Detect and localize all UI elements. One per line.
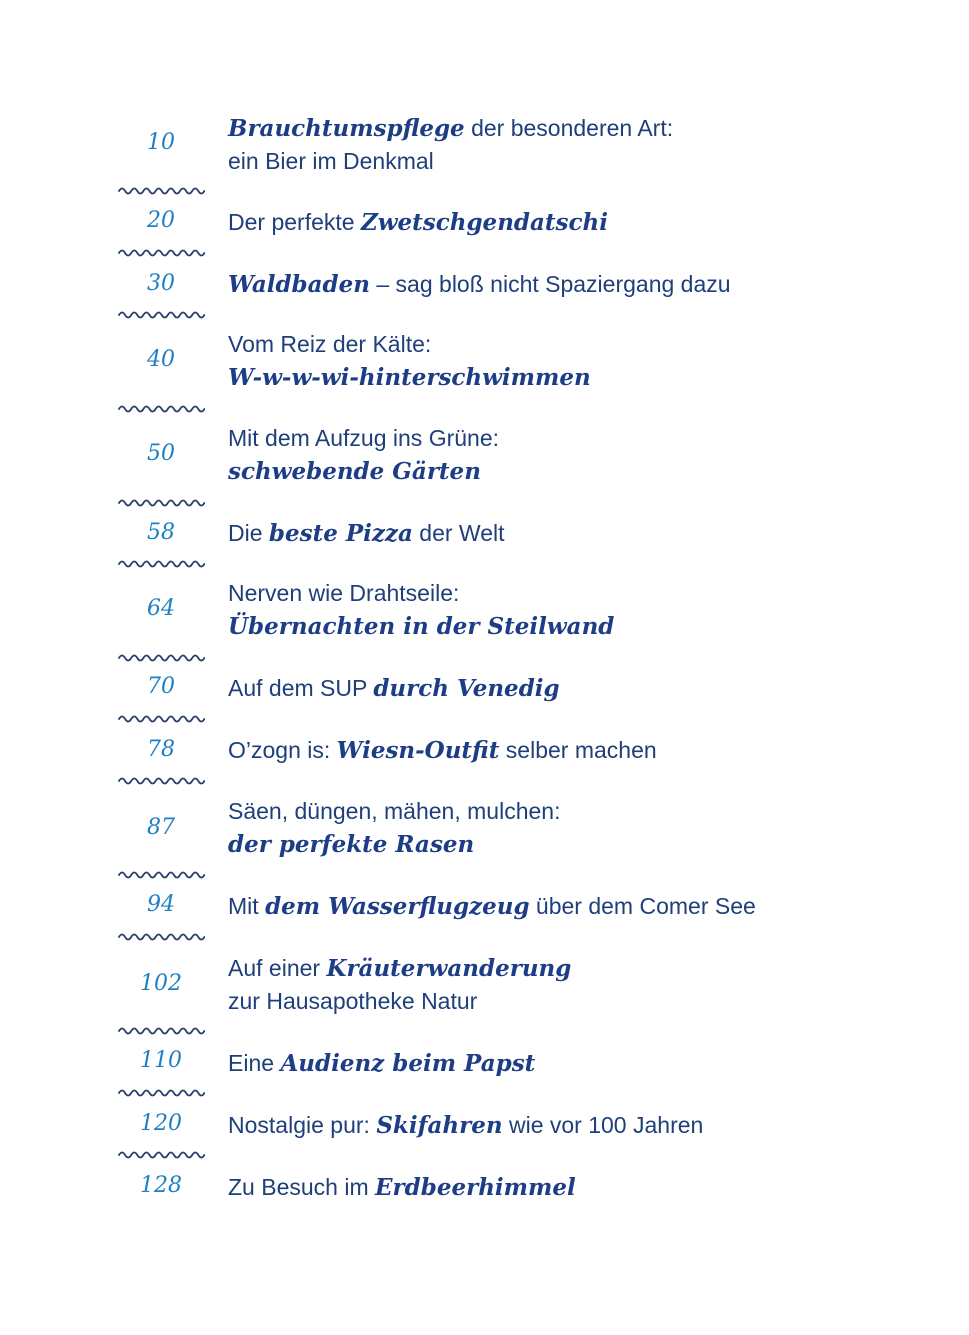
- entry-title[interactable]: [228, 672, 560, 705]
- plain-text: Säen, düngen, mähen, mulchen:: [228, 798, 561, 824]
- script-highlight: dem Wasserflugzeug: [265, 893, 530, 920]
- plain-text: Nostalgie pur:: [228, 1112, 377, 1138]
- wave-divider-icon: [118, 775, 205, 787]
- page-number: 94: [147, 892, 175, 917]
- plain-text: Nerven wie Drahtseile:: [228, 580, 460, 606]
- wave-divider-icon: [118, 185, 205, 197]
- entry-title-line: [228, 268, 731, 301]
- entry-title[interactable]: [228, 268, 731, 301]
- entry-title-line: [228, 455, 499, 488]
- page-number: 20: [147, 208, 175, 233]
- plain-text: ein Bier im Denkmal: [228, 148, 434, 174]
- page-number: 110: [140, 1048, 182, 1073]
- script-highlight: Zwetschgendatschi: [360, 209, 608, 236]
- entry-title-line: [228, 1047, 535, 1080]
- entry-title[interactable]: [228, 890, 756, 923]
- entry-title[interactable]: [228, 1109, 703, 1142]
- plain-text: Vom Reiz der Kälte:: [228, 331, 432, 357]
- entry-title[interactable]: [228, 328, 591, 394]
- script-highlight: beste Pizza: [268, 520, 413, 547]
- wave-divider-icon: [118, 558, 205, 570]
- page-number: 78: [147, 737, 175, 762]
- entry-title[interactable]: [228, 734, 657, 767]
- entry-title-line: [228, 422, 499, 455]
- page-number: 30: [147, 271, 175, 296]
- script-highlight: Brauchtumspflege: [228, 115, 465, 142]
- plain-text: Mit: [228, 893, 266, 919]
- entry-title-line: [228, 112, 673, 145]
- plain-text: Eine: [228, 1050, 281, 1076]
- entry-title[interactable]: [228, 1171, 576, 1204]
- script-highlight: der perfekte Rasen: [228, 831, 475, 858]
- entry-title-line: [228, 577, 614, 610]
- entry-title-line: [228, 1109, 703, 1142]
- script-highlight: Kräuterwanderung: [326, 955, 572, 982]
- script-highlight: schwebende Gärten: [228, 458, 481, 485]
- script-highlight: Wiesn-Outfit: [336, 737, 500, 764]
- wave-divider-icon: [118, 652, 205, 664]
- wave-divider-icon: [118, 1087, 205, 1099]
- entry-title-line: [228, 610, 614, 643]
- plain-text: Mit dem Aufzug ins Grüne:: [228, 425, 500, 451]
- entry-title[interactable]: [228, 112, 673, 178]
- page-number: 120: [140, 1111, 182, 1136]
- wave-divider-icon: [118, 1149, 205, 1161]
- entry-title[interactable]: [228, 1047, 535, 1080]
- plain-text: Auf dem SUP: [228, 675, 374, 701]
- entry-title-line: [228, 734, 657, 767]
- page-number: 58: [147, 520, 175, 545]
- entry-title-line: [228, 672, 560, 705]
- plain-text: Auf einer: [228, 955, 327, 981]
- wave-divider-icon: [118, 309, 205, 321]
- plain-text: – sag bloß nicht Spaziergang dazu: [369, 271, 731, 297]
- entry-title-line: [228, 328, 591, 361]
- entry-title[interactable]: [228, 952, 571, 1018]
- script-highlight: Audienz beim Papst: [280, 1050, 536, 1077]
- plain-text: über dem Comer See: [529, 893, 756, 919]
- script-highlight: Skifahren: [376, 1112, 503, 1139]
- page-number: 87: [147, 815, 175, 840]
- wave-divider-icon: [118, 931, 205, 943]
- plain-text: O’zogn is:: [228, 737, 337, 763]
- entry-title-line: [228, 1171, 576, 1204]
- plain-text: der besonderen Art:: [464, 115, 674, 141]
- page-number: 70: [147, 674, 175, 699]
- script-highlight: durch Venedig: [373, 675, 560, 702]
- entry-title-line: [228, 890, 756, 923]
- plain-text: Zu Besuch im: [228, 1174, 375, 1200]
- wave-divider-icon: [118, 403, 205, 415]
- plain-text: der Welt: [412, 520, 505, 546]
- entry-title-line: [228, 828, 560, 861]
- entry-title-line: [228, 517, 505, 550]
- wave-divider-icon: [118, 247, 205, 259]
- page-number: 128: [140, 1173, 182, 1198]
- script-highlight: Übernachten in der Steilwand: [228, 613, 615, 640]
- entry-title[interactable]: [228, 577, 614, 643]
- plain-text: selber machen: [499, 737, 657, 763]
- entry-title-line: [228, 795, 560, 828]
- script-highlight: W-w-w-wi-hinterschwimmen: [228, 364, 591, 391]
- wave-divider-icon: [118, 1025, 205, 1037]
- plain-text: Die: [228, 520, 269, 546]
- plain-text: Der perfekte: [228, 209, 361, 235]
- entry-title-line: [228, 985, 571, 1018]
- entry-title[interactable]: [228, 517, 505, 550]
- entry-title-line: [228, 361, 591, 394]
- page-number: 40: [147, 347, 175, 372]
- script-highlight: Erdbeerhimmel: [375, 1174, 576, 1201]
- entry-title[interactable]: [228, 206, 608, 239]
- plain-text: wie vor 100 Jahren: [502, 1112, 704, 1138]
- entry-title-line: [228, 952, 571, 985]
- entry-title-line: [228, 145, 673, 178]
- entry-title[interactable]: [228, 795, 560, 861]
- page-number: 64: [147, 596, 175, 621]
- entry-title-line: [228, 206, 608, 239]
- script-highlight: Waldbaden: [228, 271, 370, 298]
- plain-text: zur Hausapotheke Natur: [228, 988, 478, 1014]
- page-number: 102: [140, 971, 182, 996]
- wave-divider-icon: [118, 497, 205, 509]
- page-number: 10: [147, 130, 175, 155]
- wave-divider-icon: [118, 713, 205, 725]
- page-number: 50: [147, 441, 175, 466]
- wave-divider-icon: [118, 869, 205, 881]
- entry-title[interactable]: [228, 422, 499, 488]
